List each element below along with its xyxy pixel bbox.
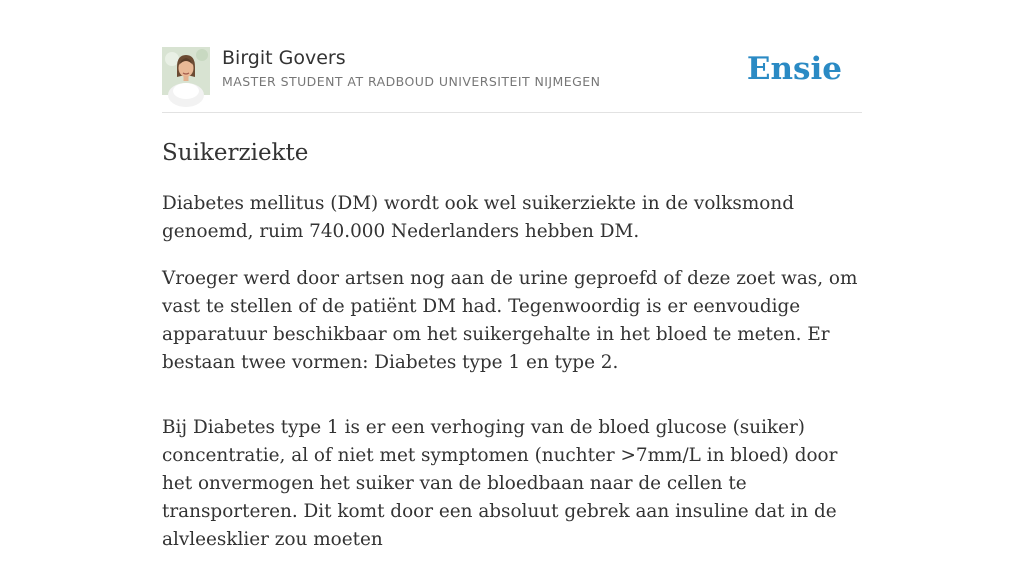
brand-logo[interactable]: Ensie [746, 51, 842, 87]
article-body [162, 190, 862, 573]
author-name[interactable]: Birgit Govers [222, 47, 346, 69]
author-role: MASTER STUDENT AT RADBOUD UNIVERSITEIT NIJMEGEN [222, 74, 601, 89]
author-header [162, 0, 862, 113]
article-title: Suikerziekte [162, 140, 309, 166]
article-paragraph: Vroeger werd door artsen nog aan de urine geproefd of deze zoet was, om vast te stellen of de patiënt DM had. Tegenwoordig is er eenvoudige apparatuur beschikbaar om het suikergehalte in het bloed te meten. Er bestaan twee vormen: Diabetes type 1 en type 2. [162, 268, 858, 373]
person-photo-avatar-icon [162, 47, 210, 95]
article-paragraph: Diabetes mellitus (DM) wordt ook wel suikerziekte in de volksmond genoemd, ruim 740.000 Nederlanders hebben DM. [162, 193, 794, 242]
article-paragraph: Bij Diabetes type 1 is er een verhoging van de bloed glucose (suiker) concentratie, al of niet met symptomen (nuchter >7mm/L in bloed) door het onvermogen het suiker van de bloedbaan naar de cellen te transporteren. Dit komt door een absoluut gebrek aan insuline dat in de alvleesklier zou moeten [162, 417, 838, 550]
avatar[interactable] [162, 47, 210, 95]
article-page [162, 0, 862, 550]
